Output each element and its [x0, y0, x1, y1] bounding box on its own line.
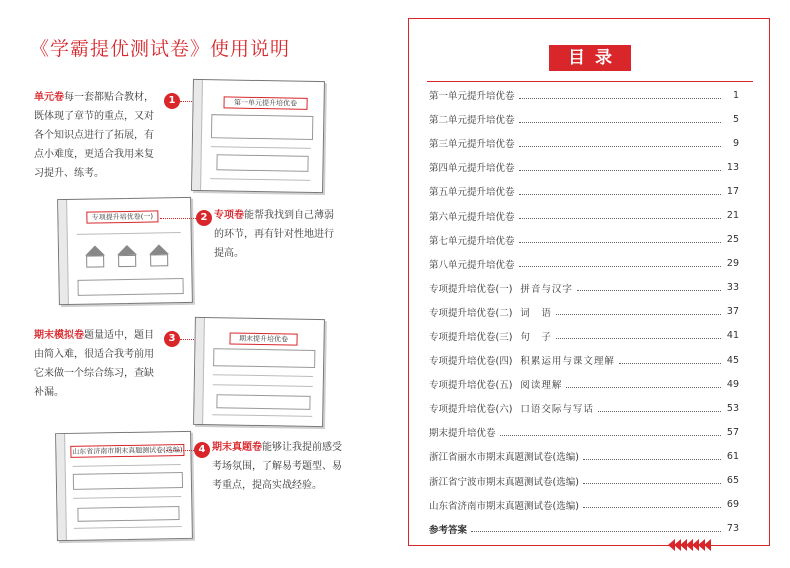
- toc-entry-subtitle: 拼音与汉字: [520, 283, 573, 295]
- sheet-binding: [58, 200, 69, 304]
- answer-boxes: [77, 506, 179, 522]
- toc-entry-subtitle: 阅读理解: [520, 380, 563, 392]
- guide-item-description: 能够让我提前感受考场氛围，了解易考题型、易考重点，提高实战经验。: [212, 442, 342, 491]
- toc-dot-leader: [583, 507, 721, 508]
- toc-entry[interactable]: [429, 300, 739, 324]
- leader-line: [160, 218, 196, 219]
- toc-entry[interactable]: [429, 228, 739, 252]
- guide-item-keyword: 期末真题卷: [212, 442, 262, 453]
- guide-item-2-text: [214, 206, 336, 263]
- toc-entry-subtitle: 积累运用与课文理解: [520, 356, 615, 368]
- toc-dot-leader: [577, 290, 721, 291]
- toc-dot-leader: [519, 98, 721, 99]
- guide-item-keyword: 专项卷: [214, 210, 244, 221]
- guide-item-number-badge: 4: [194, 442, 210, 458]
- toc-dot-leader: [519, 122, 721, 123]
- toc-entry-title: 第六单元提升培优卷: [429, 211, 515, 223]
- toc-entry-title: 第五单元提升培优卷: [429, 187, 515, 199]
- sheet-header: 期末提升培优卷: [229, 332, 297, 345]
- sheet-header: 专项提升培优卷(一): [86, 210, 158, 223]
- guide-item-number-badge: 1: [164, 93, 180, 109]
- toc-dot-leader: [519, 218, 721, 219]
- toc-entry-page: 9: [732, 137, 739, 149]
- toc-entry-title: 浙江省丽水市期末真题测试卷(选编): [429, 452, 579, 464]
- toc-entry[interactable]: [429, 444, 739, 468]
- sheet-line: [73, 464, 181, 467]
- sheet-line: [74, 526, 182, 529]
- toc-entry-page: 69: [726, 499, 739, 511]
- guide-item-1-text: [34, 88, 162, 183]
- toc-entry-page: 65: [726, 475, 739, 487]
- toc-entry-subtitle: 句 子: [520, 331, 552, 343]
- guide-item-description: 每一套都贴合教材，既体现了章节的重点，又对各个知识点进行了拓展，有点小难度，更适合我用来复习提升、练考。: [34, 92, 154, 179]
- toc-entry[interactable]: [429, 131, 739, 155]
- toc-dot-leader: [519, 242, 721, 243]
- toc-entry-title: 专项提升培优卷(五): [429, 380, 513, 392]
- sheet-line: [213, 384, 313, 387]
- toc-entry-page: 41: [726, 330, 739, 342]
- toc-dot-leader: [500, 435, 721, 436]
- sheet-header: 第一单元提升培优卷: [223, 96, 307, 109]
- toc-dot-leader: [519, 146, 721, 147]
- sheet-line: [73, 496, 181, 499]
- guide-item-4-text: [212, 438, 344, 495]
- toc-entry-title: 第八单元提升培优卷: [429, 259, 515, 271]
- sheet-binding: [194, 318, 205, 424]
- house-figure: [118, 255, 136, 267]
- toc-entry[interactable]: [429, 179, 739, 203]
- sheet-binding: [56, 434, 67, 540]
- toc-entry-title: 第三单元提升培优卷: [429, 139, 515, 151]
- sample-sheet-unit: [191, 79, 325, 193]
- guide-title: 《学霸提优测试卷》使用说明: [30, 38, 291, 60]
- toc-entry-page: 25: [726, 234, 739, 246]
- toc-entry[interactable]: [429, 517, 739, 541]
- toc-entry-page: 29: [726, 258, 739, 270]
- toc-entry-page: 17: [726, 185, 739, 197]
- answer-boxes: [216, 394, 310, 410]
- sample-sheet-special: [57, 197, 193, 305]
- toc-entry[interactable]: [429, 203, 739, 227]
- answer-boxes: [77, 278, 183, 296]
- toc-dot-leader: [519, 194, 721, 195]
- answer-boxes: [216, 154, 308, 172]
- guide-item-keyword: 单元卷: [34, 92, 64, 103]
- toc-entry-title: 专项提升培优卷(三): [429, 331, 513, 343]
- guide-item-3-text: [34, 326, 162, 402]
- toc-entry-title: 专项提升培优卷(二): [429, 307, 513, 319]
- toc-entry[interactable]: [429, 83, 739, 107]
- toc-entry[interactable]: [429, 372, 739, 396]
- toc-entry[interactable]: [429, 469, 739, 493]
- toc-entry[interactable]: [429, 107, 739, 131]
- toc-dot-leader: [583, 459, 721, 460]
- toc-divider: [427, 81, 753, 82]
- guide-item-number-badge: 3: [164, 331, 180, 347]
- toc-entry[interactable]: [429, 324, 739, 348]
- house-figure: [150, 254, 168, 266]
- sheet-line: [212, 414, 312, 417]
- toc-dot-leader: [598, 411, 721, 412]
- toc-entry[interactable]: [429, 348, 739, 372]
- toc-entry-title: 第七单元提升培优卷: [429, 235, 515, 247]
- toc-entry-page: 57: [726, 426, 739, 438]
- toc-dot-leader: [556, 314, 721, 315]
- toc-entry-title: 专项提升培优卷(六): [429, 404, 513, 416]
- toc-entry[interactable]: [429, 396, 739, 420]
- toc-entry-title: 期末提升培优卷: [429, 428, 496, 440]
- toc-dot-leader: [556, 338, 721, 339]
- toc-title: 目录: [549, 45, 631, 71]
- toc-entry-subtitle: 词 语: [520, 307, 552, 319]
- toc-dot-leader: [519, 170, 721, 171]
- guide-item-description: 能帮我找到自己薄弱的环节，再有针对性地进行提高。: [214, 210, 334, 259]
- leader-line: [166, 450, 194, 451]
- toc-entry-page: 5: [732, 113, 739, 125]
- sheet-line: [210, 178, 310, 181]
- sheet-line: [213, 374, 313, 377]
- toc-entry-title: 专项提升培优卷(四): [429, 356, 513, 368]
- toc-entry[interactable]: [429, 155, 739, 179]
- score-table: [211, 114, 313, 140]
- sample-sheet-final: [193, 317, 325, 427]
- toc-entry-title: 第四单元提升培优卷: [429, 163, 515, 175]
- toc-entry[interactable]: [429, 252, 739, 276]
- score-table: [73, 472, 183, 490]
- toc-entry-page: 21: [726, 210, 739, 222]
- toc-entry-page: 33: [726, 282, 739, 294]
- sheet-line: [77, 232, 181, 235]
- toc-entry-title: 第二单元提升培优卷: [429, 115, 515, 127]
- toc-entry-page: 49: [726, 378, 739, 390]
- toc-entry-page: 53: [726, 402, 739, 414]
- toc-entry-title: 参考答案: [429, 524, 468, 536]
- toc-dot-leader: [519, 266, 721, 267]
- sample-sheet-real-exam: [55, 431, 193, 541]
- guide-item-number-badge: 2: [196, 210, 212, 226]
- toc-entry-title: 山东省济南市期末真题测试卷(选编): [429, 500, 579, 512]
- sheet-binding: [192, 80, 203, 190]
- toc-dot-leader: [566, 387, 721, 388]
- toc-entry-page: 45: [726, 354, 739, 366]
- house-figure: [86, 255, 104, 267]
- toc-entry-page: 73: [726, 523, 739, 535]
- toc-entry-title: 第一单元提升培优卷: [429, 91, 515, 103]
- score-table: [213, 348, 315, 368]
- toc-dot-leader: [619, 363, 721, 364]
- sheet-header: 山东省济南市期末真题测试卷(选编): [70, 444, 184, 458]
- toc-entry[interactable]: [429, 276, 739, 300]
- toc-entry-subtitle: 口语交际与写话: [520, 404, 594, 416]
- toc-entry-page: 61: [726, 450, 739, 462]
- house-figure: [85, 245, 105, 255]
- toc-entry-title: 浙江省宁波市期末真题测试卷(选编): [429, 476, 579, 488]
- toc-entry-page: 13: [726, 161, 739, 173]
- toc-dot-leader: [583, 483, 721, 484]
- toc-entry-page: 1: [732, 89, 739, 101]
- house-figure: [117, 245, 137, 255]
- sheet-line: [211, 146, 311, 149]
- house-figure: [149, 244, 169, 254]
- toc-entry-page: 37: [726, 306, 739, 318]
- table-of-contents-panel: [408, 18, 770, 546]
- guide-item-description: 题量适中，题目由简入难，很适合我考前用它来做一个综合练习，查缺补漏。: [34, 330, 154, 398]
- toc-entry[interactable]: [429, 493, 739, 517]
- toc-entry-title: 专项提升培优卷(一): [429, 283, 513, 295]
- toc-list: [429, 83, 739, 541]
- guide-item-keyword: 期末模拟卷: [34, 330, 84, 341]
- toc-dot-leader: [471, 531, 721, 532]
- decorative-arrows-icon: [669, 539, 711, 551]
- toc-entry[interactable]: [429, 420, 739, 444]
